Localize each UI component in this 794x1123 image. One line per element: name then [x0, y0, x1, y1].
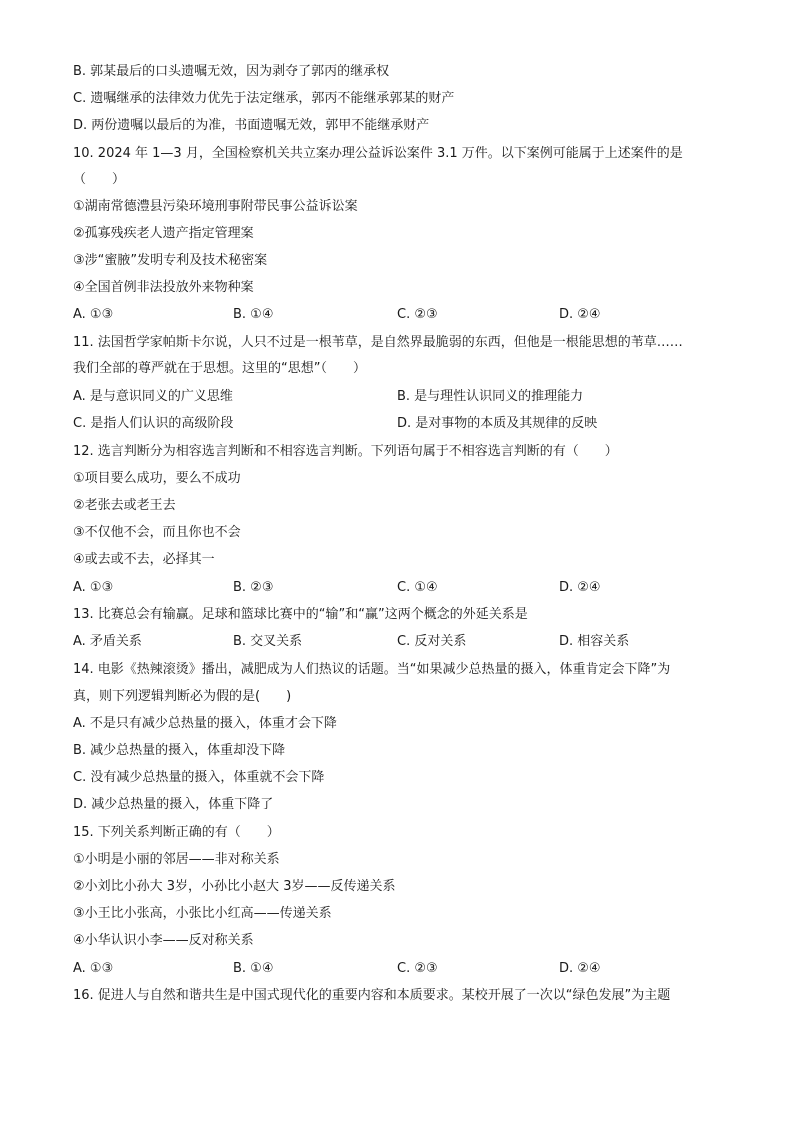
q14-stem-cont: 真，则下列逻辑判断必为假的是( ) [73, 689, 292, 704]
q15-item-2: ②小刘比小孙大 3岁，小孙比小赵大 3岁——反传递关系 [73, 879, 396, 894]
q12-item-3: ③不仅他不会，而且你也不会 [73, 525, 241, 540]
q12-option-a: A. ①③ [73, 580, 114, 595]
q15-item-1: ①小明是小丽的邻居——非对称关系 [73, 852, 280, 867]
q16-stem: 16. 促进人与自然和谐共生是中国式现代化的重要内容和本质要求。某校开展了一次以“绿色发展”为主题 [73, 988, 671, 1003]
q11-stem-cont: 我们全部的尊严就在于思想。这里的“思想”（ ） [73, 361, 366, 376]
q15-stem: 15. 下列关系判断正确的有（ ） [73, 825, 280, 840]
q10-option-d: D. ②④ [559, 307, 601, 322]
q12-option-d: D. ②④ [559, 580, 601, 595]
q12-option-c: C. ①④ [397, 580, 438, 595]
q14-option-c: C. 没有减少总热量的摄入，体重就不会下降 [73, 770, 325, 785]
q10-item-4: ④全国首例非法投放外来物种案 [73, 280, 254, 295]
q13-stem: 13. 比赛总会有输赢。足球和篮球比赛中的“输”和“赢”这两个概念的外延关系是 [73, 607, 528, 622]
q13-option-c: C. 反对关系 [397, 634, 467, 649]
q11-option-d: D. 是对事物的本质及其规律的反映 [397, 416, 598, 431]
q9-option-b: B. 郭某最后的口头遗嘱无效，因为剥夺了郭丙的继承权 [73, 64, 390, 79]
q12-stem: 12. 选言判断分为相容选言判断和不相容选言判断。下列语句属于不相容选言判断的有（ ） [73, 444, 618, 459]
q14-stem: 14. 电影《热辣滚烫》播出，减肥成为人们热议的话题。当“如果减少总热量的摄入，体重肯定会下降”为 [73, 662, 671, 677]
q12-item-2: ②老张去或老王去 [73, 498, 176, 513]
q15-option-c: C. ②③ [397, 961, 438, 976]
q11-option-b: B. 是与理性认识同义的推理能力 [397, 389, 584, 404]
q10-item-1: ①湖南常德澧县污染环境刑事附带民事公益诉讼案 [73, 199, 358, 214]
q10-stem-cont: （ ） [73, 172, 126, 187]
q11-stem: 11. 法国哲学家帕斯卡尔说，人只不过是一根苇草，是自然界最脆弱的东西，但他是一根能思想的苇草…… [73, 335, 683, 350]
q10-stem: 10. 2024 年 1—3 月，全国检察机关共立案办理公益诉讼案件 3.1 万件。以下案例可能属于上述案件的是 [73, 146, 683, 161]
q11-option-c: C. 是指人们认识的高级阶段 [73, 416, 234, 431]
q15-option-d: D. ②④ [559, 961, 601, 976]
q12-item-1: ①项目要么成功，要么不成功 [73, 471, 241, 486]
q9-option-c: C. 遗嘱继承的法律效力优先于法定继承，郭丙不能继承郭某的财产 [73, 91, 455, 106]
q12-option-b: B. ②③ [233, 580, 274, 595]
q14-option-d: D. 减少总热量的摄入，体重下降了 [73, 797, 274, 812]
q12-item-4: ④或去或不去，必择其一 [73, 552, 215, 567]
q9-option-d: D. 两份遗嘱以最后的为准，书面遗嘱无效，郭甲不能继承财产 [73, 118, 430, 133]
q10-option-a: A. ①③ [73, 307, 114, 322]
q15-item-3: ③小王比小张高，小张比小红高——传递关系 [73, 906, 332, 921]
q13-option-a: A. 矛盾关系 [73, 634, 142, 649]
q10-option-c: C. ②③ [397, 307, 438, 322]
q11-option-a: A. 是与意识同义的广义思维 [73, 389, 233, 404]
q10-item-3: ③涉“蜜腋”发明专利及技术秘密案 [73, 253, 268, 268]
q13-option-b: B. 交叉关系 [233, 634, 303, 649]
q14-option-b: B. 减少总热量的摄入，体重却没下降 [73, 743, 286, 758]
q15-option-a: A. ①③ [73, 961, 114, 976]
q14-option-a: A. 不是只有减少总热量的摄入，体重才会下降 [73, 716, 337, 731]
q15-option-b: B. ①④ [233, 961, 274, 976]
q15-item-4: ④小华认识小李——反对称关系 [73, 933, 254, 948]
q10-item-2: ②孤寡残疾老人遗产指定管理案 [73, 226, 254, 241]
q13-option-d: D. 相容关系 [559, 634, 630, 649]
q10-option-b: B. ①④ [233, 307, 274, 322]
